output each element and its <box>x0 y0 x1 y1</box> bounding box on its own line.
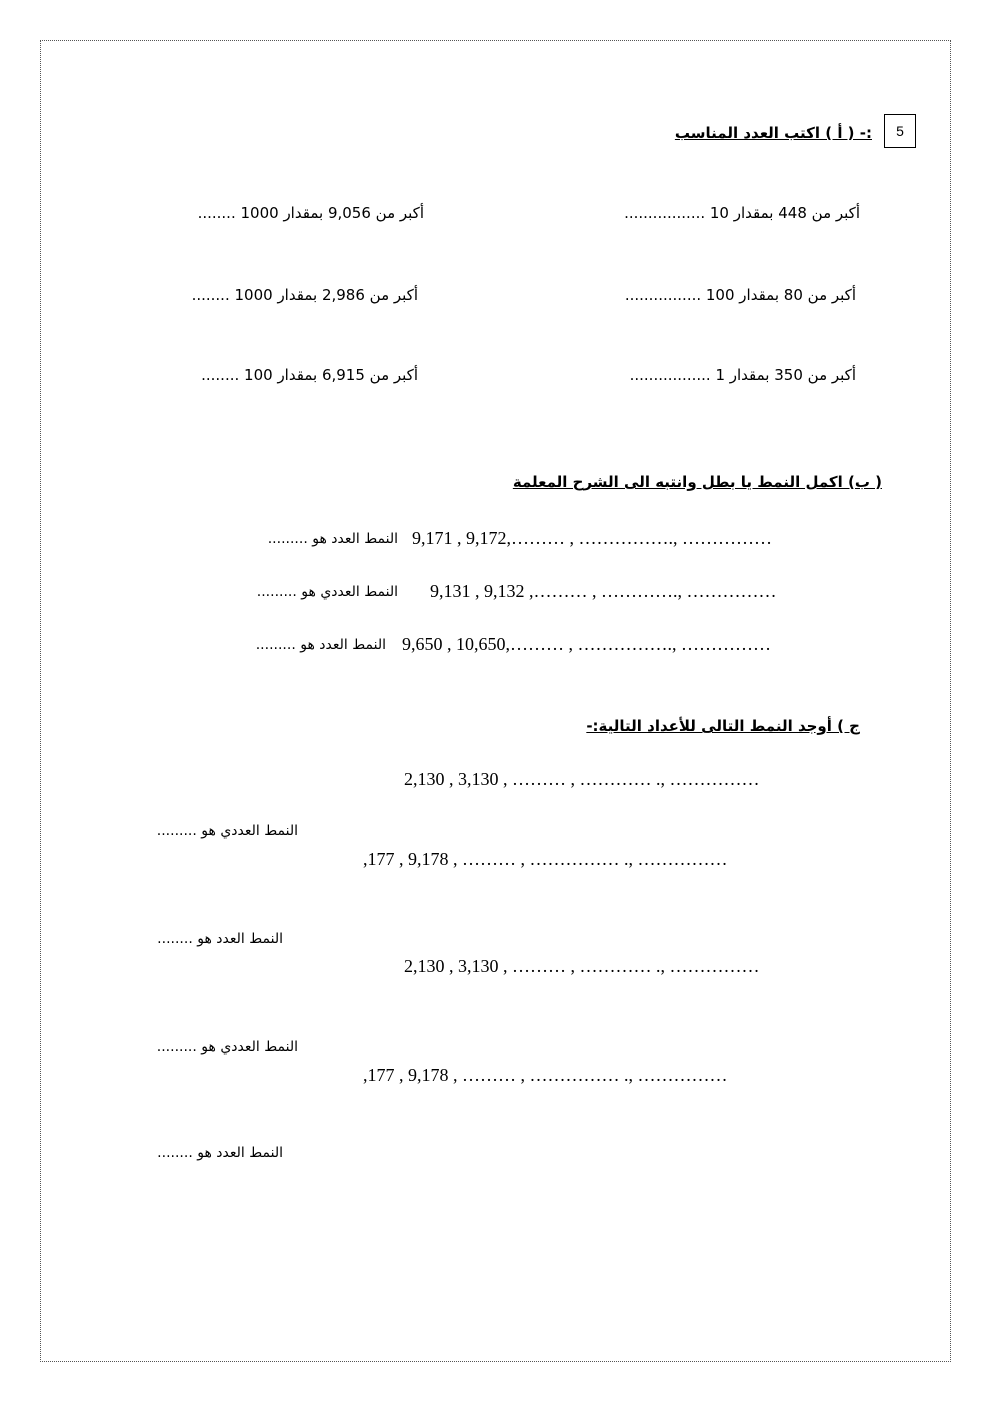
question-number: 5 <box>896 123 904 139</box>
section-c-title: ج ) أوجد النمط التالى للأعداد التالية:- <box>586 717 860 735</box>
section-a-item: أكبر من 2,986 بمقدار 1000 ........ <box>191 286 418 304</box>
pattern-label: النمط العددي هو ......... <box>156 823 298 839</box>
pattern-label: النمط العدد هو ........ <box>157 931 283 947</box>
pattern-label: النمط العدد هو ........ <box>157 1145 283 1161</box>
section-a-item: أكبر من 6,915 بمقدار 100 ........ <box>201 366 418 384</box>
pattern-label: النمط العددي هو ......... <box>156 1039 298 1055</box>
pattern-sequence: 2,130 , 3,130 , ……… , ………… ., …………… <box>404 769 760 789</box>
section-b-title: ( ب) اكمل النمط يا بطل وانتبه الى الشرح المعلمة <box>512 473 882 491</box>
question-number-box <box>884 114 916 148</box>
pattern-sequence: ,177 , 9,178 , ……… , …………… ., …………… <box>363 849 728 869</box>
pattern-sequence: 9,171 , 9,172,……… , ……………., …………… <box>412 528 772 548</box>
pattern-sequence: 9,131 , 9,132 ,……… , …………., …………… <box>430 581 777 601</box>
pattern-label: النمط العدد هو ......... <box>255 637 386 653</box>
pattern-label: النمط العددي هو ......... <box>256 584 398 600</box>
pattern-sequence: 9,650 , 10,650,……… , ……………., …………… <box>402 634 771 654</box>
pattern-sequence: 2,130 , 3,130 , ……… , ………… ., …………… <box>404 956 760 976</box>
section-a-item: أكبر من 9,056 بمقدار 1000 ........ <box>197 204 424 222</box>
section-a-item: أكبر من 448 بمقدار 10 ................. <box>624 204 860 222</box>
section-a-item: أكبر من 80 بمقدار 100 ................ <box>624 286 856 304</box>
pattern-label: النمط العدد هو ......... <box>267 531 398 547</box>
section-a-title: :- ( أ ) اكتب العدد المناسب <box>674 124 872 142</box>
section-a-item: أكبر من 350 بمقدار 1 ................. <box>629 366 856 384</box>
pattern-sequence: ,177 , 9,178 , ……… , …………… ., …………… <box>363 1065 728 1085</box>
